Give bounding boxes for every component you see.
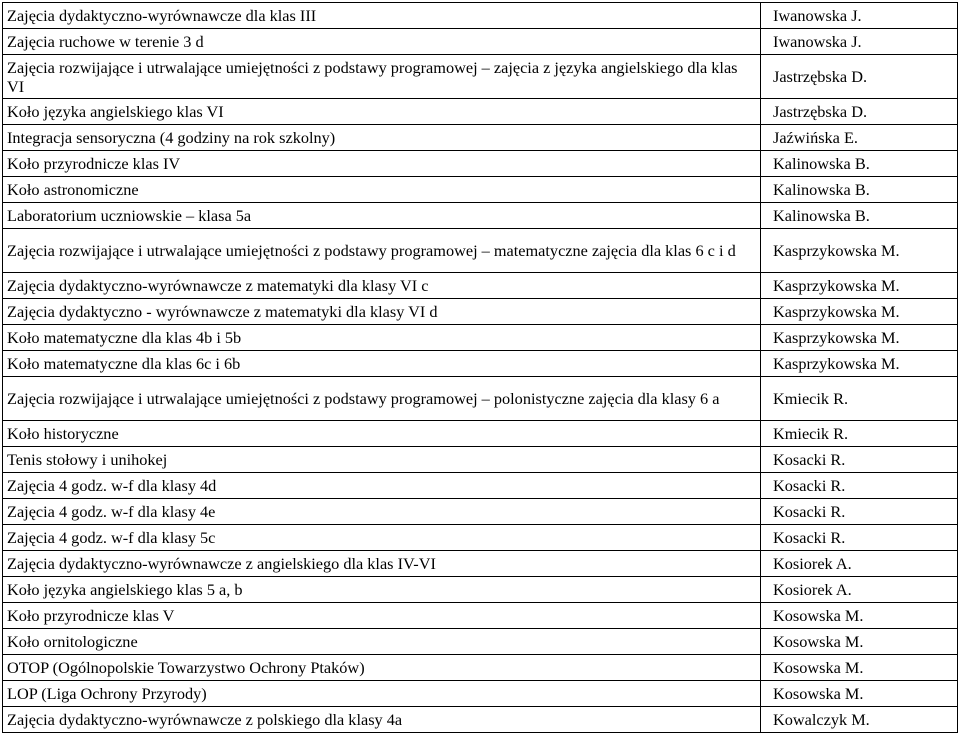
activity-name: Zajęcia dydaktyczno-wyrównawcze z matematyki dla klasy VI c xyxy=(3,273,761,299)
teacher-name: Kosacki R. xyxy=(761,499,958,525)
table-row xyxy=(3,299,958,325)
teacher-name: Kowalczyk M. xyxy=(761,707,958,733)
table-row xyxy=(3,177,958,203)
teacher-name: Jastrzębska D. xyxy=(761,99,958,125)
teacher-name: Iwanowska J. xyxy=(761,29,958,55)
activity-name: Zajęcia ruchowe w terenie 3 d xyxy=(3,29,761,55)
teacher-name: Kasprzykowska M. xyxy=(761,351,958,377)
teacher-name: Kmiecik R. xyxy=(761,377,958,421)
table-row xyxy=(3,447,958,473)
table-row xyxy=(3,377,958,421)
activity-name: Zajęcia dydaktyczno-wyrównawcze dla klas III xyxy=(3,3,761,29)
activity-name: Zajęcia rozwijające i utrwalające umiejętności z podstawy programowej – polonistyczne zajęcia dla klasy 6 a xyxy=(3,377,761,421)
table-row xyxy=(3,325,958,351)
teacher-name: Kosacki R. xyxy=(761,525,958,551)
table-row xyxy=(3,351,958,377)
activity-name: Zajęcia rozwijające i utrwalające umiejętności z podstawy programowej – zajęcia z języka angielskiego dla klas VI xyxy=(3,55,761,99)
table-row xyxy=(3,499,958,525)
table-row xyxy=(3,3,958,29)
activity-name: Integracja sensoryczna (4 godziny na rok szkolny) xyxy=(3,125,761,151)
table-row xyxy=(3,203,958,229)
activity-name: OTOP (Ogólnopolskie Towarzystwo Ochrony Ptaków) xyxy=(3,655,761,681)
table-row xyxy=(3,577,958,603)
teacher-name: Kmiecik R. xyxy=(761,421,958,447)
activity-name: Koło ornitologiczne xyxy=(3,629,761,655)
teacher-name: Kasprzykowska M. xyxy=(761,229,958,273)
activity-name: Zajęcia 4 godz. w-f dla klasy 4d xyxy=(3,473,761,499)
teacher-name: Kosowska M. xyxy=(761,655,958,681)
table-row xyxy=(3,551,958,577)
teacher-name: Kosiorek A. xyxy=(761,551,958,577)
teacher-name: Kosacki R. xyxy=(761,473,958,499)
teacher-name: Jastrzębska D. xyxy=(761,55,958,99)
activities-table xyxy=(2,2,958,733)
teacher-name: Kosowska M. xyxy=(761,681,958,707)
teacher-name: Kasprzykowska M. xyxy=(761,299,958,325)
activity-name: Koło matematyczne dla klas 6c i 6b xyxy=(3,351,761,377)
teacher-name: Kosowska M. xyxy=(761,629,958,655)
activity-name: Koło astronomiczne xyxy=(3,177,761,203)
table-row xyxy=(3,229,958,273)
teacher-name: Kosacki R. xyxy=(761,447,958,473)
activity-name: Koło języka angielskiego klas 5 a, b xyxy=(3,577,761,603)
table-row xyxy=(3,29,958,55)
table-row xyxy=(3,681,958,707)
activity-name: Zajęcia 4 godz. w-f dla klasy 5c xyxy=(3,525,761,551)
table-row xyxy=(3,99,958,125)
teacher-name: Kalinowska B. xyxy=(761,203,958,229)
activity-name: LOP (Liga Ochrony Przyrody) xyxy=(3,681,761,707)
teacher-name: Kosiorek A. xyxy=(761,577,958,603)
table-row xyxy=(3,525,958,551)
table-row xyxy=(3,421,958,447)
activity-name: Koło matematyczne dla klas 4b i 5b xyxy=(3,325,761,351)
activity-name: Koło przyrodnicze klas IV xyxy=(3,151,761,177)
activity-name: Zajęcia dydaktyczno - wyrównawcze z matematyki dla klasy VI d xyxy=(3,299,761,325)
table-row xyxy=(3,125,958,151)
teacher-name: Jaźwińska E. xyxy=(761,125,958,151)
teacher-name: Iwanowska J. xyxy=(761,3,958,29)
teacher-name: Kalinowska B. xyxy=(761,151,958,177)
activity-name: Koło języka angielskiego klas VI xyxy=(3,99,761,125)
activity-name: Tenis stołowy i unihokej xyxy=(3,447,761,473)
activity-name: Koło przyrodnicze klas V xyxy=(3,603,761,629)
table-row xyxy=(3,655,958,681)
activity-name: Zajęcia dydaktyczno-wyrównawcze z polskiego dla klasy 4a xyxy=(3,707,761,733)
table-row xyxy=(3,603,958,629)
activity-name: Laboratorium uczniowskie – klasa 5a xyxy=(3,203,761,229)
activity-name: Koło historyczne xyxy=(3,421,761,447)
table-row xyxy=(3,55,958,99)
activity-name: Zajęcia 4 godz. w-f dla klasy 4e xyxy=(3,499,761,525)
table-row xyxy=(3,707,958,733)
teacher-name: Kasprzykowska M. xyxy=(761,273,958,299)
activity-name: Zajęcia dydaktyczno-wyrównawcze z angielskiego dla klas IV-VI xyxy=(3,551,761,577)
teacher-name: Kalinowska B. xyxy=(761,177,958,203)
table-row xyxy=(3,151,958,177)
teacher-name: Kosowska M. xyxy=(761,603,958,629)
table-row xyxy=(3,629,958,655)
table-row xyxy=(3,473,958,499)
table-row xyxy=(3,273,958,299)
activity-name: Zajęcia rozwijające i utrwalające umiejętności z podstawy programowej – matematyczne zajęcia dla klas 6 c i d xyxy=(3,229,761,273)
teacher-name: Kasprzykowska M. xyxy=(761,325,958,351)
